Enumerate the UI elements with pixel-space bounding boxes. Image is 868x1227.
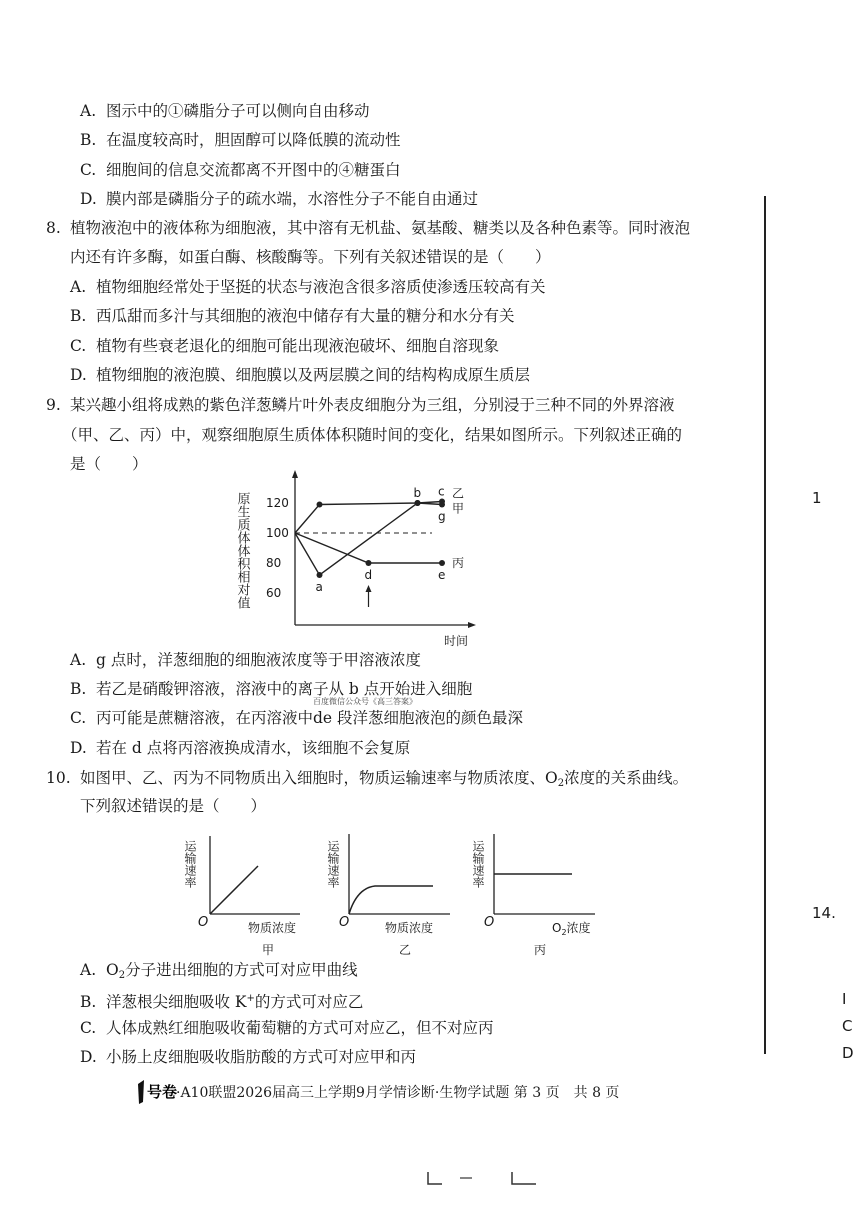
q9-point-label: b (413, 486, 422, 500)
q10-yi-origin: O (339, 915, 350, 930)
q9-data-point (439, 502, 445, 508)
q10-option-d: D. 小肠上皮细胞吸收脂肪酸的方式可对应甲和丙 (80, 1048, 417, 1066)
q10-bing-origin: O (484, 915, 495, 930)
q10-jia-curve (210, 866, 258, 914)
q7-option-c: C. 细胞间的信息交流都离不开图中的④糖蛋白 (80, 161, 401, 179)
margin-number-14: 14. (812, 904, 836, 922)
q10-chart-jia (182, 826, 312, 956)
q9-option-d: D. 若在 d 点将丙溶液换成清水，该细胞不会复原 (70, 739, 411, 757)
q9-data-point (366, 560, 372, 566)
q10-jia-xlabel: 物质浓度 (248, 921, 297, 935)
q10-jia-panel: 甲 (262, 943, 275, 957)
scan-marks (420, 1170, 550, 1192)
margin-letter-d: D (842, 1044, 854, 1062)
q9-option-a: A. g 点时，洋葱细胞的细胞液浓度等于甲溶液浓度 (70, 651, 421, 669)
brand-logo-icon (134, 1078, 178, 1106)
q10-yi-panel: 乙 (399, 943, 412, 957)
q10-chart-bing (470, 826, 605, 956)
q9-ytick-label: 60 (266, 586, 282, 600)
q10-bing-panel: 丙 (534, 943, 547, 957)
q9-volume-chart (232, 470, 492, 650)
q9-series-name: 甲 (452, 501, 465, 516)
q10-jia-ylabel: 运输速率 (183, 840, 197, 888)
q9-ytick-label: 100 (266, 526, 289, 540)
q10-yi-xlabel: 物质浓度 (385, 921, 434, 935)
q8-option-b: B. 西瓜甜而多汁与其细胞的液泡中储存有大量的糖分和水分有关 (70, 307, 515, 325)
q9-option-b: B. 若乙是硝酸钾溶液，溶液中的离子从 b 点开始进入细胞 (70, 680, 473, 698)
q9-data-point (439, 560, 445, 566)
q9-point-label: a (315, 580, 323, 594)
q9-point-label: d (364, 568, 373, 582)
q9-data-point (415, 500, 421, 506)
q9-point-label: e (438, 568, 446, 582)
q9-ytick-label: 80 (266, 556, 282, 570)
q10-yi-ylabel: 运输速率 (326, 840, 340, 888)
q9-stem-line2: （甲、乙、丙）中，观察细胞原生质体体积随时间的变化，结果如图所示。下列叙述正确的 (62, 426, 683, 444)
q8-option-d: D. 植物细胞的液泡膜、细胞膜以及两层膜之间的结构构成原生质层 (70, 366, 531, 384)
q10-jia-origin: O (198, 915, 209, 930)
q9-ytick-label: 120 (266, 496, 289, 510)
q10-bing-ylabel: 运输速率 (471, 840, 485, 888)
q9-x-arrow (468, 622, 476, 628)
q10-option-c: C. 人体成熟红细胞吸收葡萄糖的方式可对应乙，但不对应丙 (80, 1019, 494, 1037)
q7-option-b: B. 在温度较高时，胆固醇可以降低膜的流动性 (80, 131, 401, 149)
q9-point-label: g (438, 509, 446, 524)
q9-data-point (317, 502, 323, 508)
q9-series-name: 丙 (452, 556, 465, 570)
q9-xlabel: 时间 (444, 634, 469, 648)
q7-option-d: D. 膜内部是磷脂分子的疏水端，水溶性分子不能自由通过 (80, 190, 479, 208)
q9-option-c: C. 丙可能是蔗糖溶液，在丙溶液中de 段洋葱细胞液泡的颜色最深 (70, 709, 524, 727)
q9-series-line-丙 (295, 533, 442, 563)
q10-stem-line2: 下列叙述错误的是（ ） (80, 797, 267, 815)
margin-letter-i: I (842, 990, 847, 1008)
q9-point-label: c (438, 484, 445, 499)
q9-y-arrow (292, 470, 298, 478)
q8-option-a: A. 植物细胞经常处于坚挺的状态与液泡含很多溶质使渗透压较高有关 (70, 278, 546, 296)
q9-arrow-head-icon (366, 585, 372, 592)
q9-series-name: 乙 (452, 486, 465, 501)
svg-text:号卷: 号卷 (147, 1083, 178, 1101)
q10-option-a: A. $O_2$分子进出细胞的方式可对应甲曲线 (80, 961, 358, 981)
q10-bing-xlabel: $O_2$浓度 (552, 921, 591, 937)
q9-stem: 9. 某兴趣小组将成熟的紫色洋葱鳞片叶外表皮细胞分为三组，分别浸于三种不同的外界溶液 (46, 396, 675, 414)
q8-stem-line2: 内还有许多酶，如蛋白酶、核酸酶等。下列有关叙述错误的是（ ） (70, 248, 551, 266)
q9-ylabel: 原生质体体积相对值 (234, 492, 250, 609)
column-divider (764, 196, 766, 1054)
q10-yi-curve (349, 886, 433, 914)
q9-data-point (317, 572, 323, 578)
q10-option-b: B. 洋葱根尖细胞吸收 K+的方式可对应乙 (80, 993, 364, 1011)
q8-stem: 8. 植物液泡中的液体称为细胞液，其中溶有无机盐、氨基酸、糖类以及各种色素等。同时液泡 (46, 219, 691, 237)
q10-stem: 10. 如图甲、乙、丙为不同物质出入细胞时，物质运输速率与物质浓度、$O_2$浓度的关系曲线。 (46, 769, 689, 789)
margin-letter-c: C (842, 1017, 853, 1035)
q7-option-a: A. 图示中的①磷脂分子可以侧向自由移动 (80, 102, 370, 120)
margin-number-1: 1 (812, 489, 822, 507)
q9-series (295, 485, 464, 608)
q9-ticks (266, 496, 289, 600)
q10-chart-yi (325, 826, 460, 956)
q8-option-c: C. 植物有些衰老退化的细胞可能出现液泡破坏、细胞自溶现象 (70, 337, 500, 355)
q9-watermark: 百度微信公众号《高三答案》 (313, 697, 417, 706)
q9-stem-line3: 是（ ） (70, 455, 148, 473)
page-footer: ·A10联盟2026届高三上学期9月学情诊断·生物学试题 第 3 页 共 8 页 (176, 1085, 620, 1101)
